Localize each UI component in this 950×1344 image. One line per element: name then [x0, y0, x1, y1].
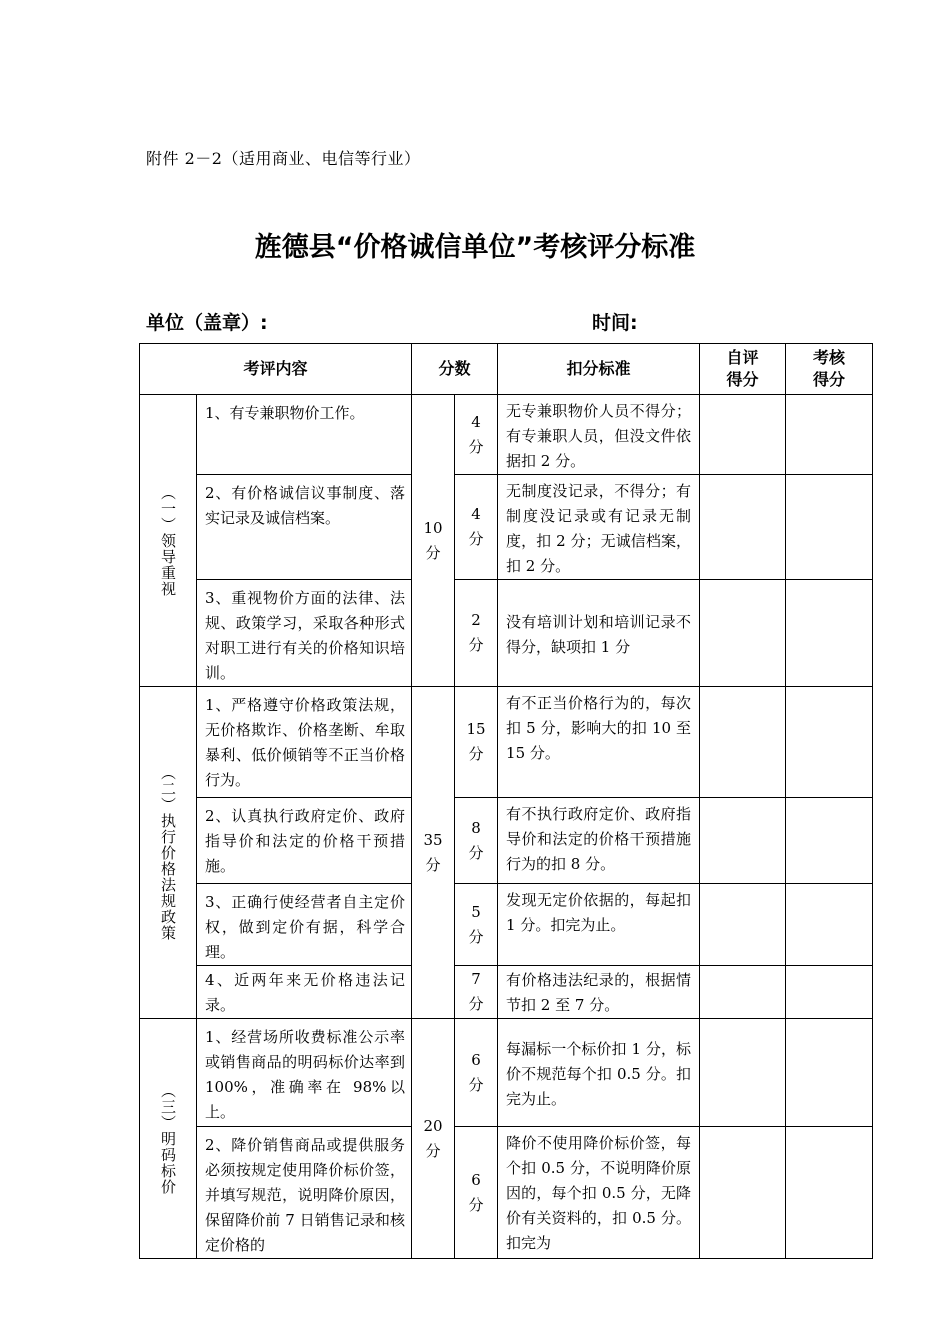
self-score-cell[interactable] — [700, 687, 786, 798]
table-row — [140, 1127, 873, 1259]
section-label: （一）领导重视 — [140, 395, 197, 687]
table-row — [140, 798, 873, 884]
content-cell: 4、近两年来无价格违法记录。 — [197, 966, 412, 1019]
points-cell: 4分 — [455, 395, 498, 475]
criteria-cell: 无制度没记录，不得分；有制度没记录或有记录无制度，扣 2 分；无诚信档案，扣 2 分。 — [498, 475, 700, 580]
points-cell: 6分 — [455, 1019, 498, 1127]
points-cell: 15分 — [455, 687, 498, 798]
col-review-score-header: 考核得分 — [786, 344, 873, 395]
col-points-header: 分数 — [412, 344, 498, 395]
content-cell: 1、有专兼职物价工作。 — [197, 395, 412, 475]
table-row — [140, 475, 873, 580]
section-total: 35分 — [412, 687, 455, 1019]
criteria-cell: 有不正当价格行为的，每次扣 5 分，影响大的扣 10 至 15 分。 — [498, 687, 700, 798]
content-cell: 3、正确行使经营者自主定价权，做到定价有据，科学合理。 — [197, 884, 412, 966]
self-score-cell[interactable] — [700, 1127, 786, 1259]
scoring-table — [139, 343, 873, 1259]
self-score-cell[interactable] — [700, 395, 786, 475]
content-cell: 1、严格遵守价格政策法规，无价格欺诈、价格垄断、牟取暴利、低价倾销等不正当价格行为。 — [197, 687, 412, 798]
review-score-cell[interactable] — [786, 1127, 873, 1259]
unit-stamp-label: 单位（盖章）: — [146, 312, 268, 334]
review-score-cell[interactable] — [786, 798, 873, 884]
points-cell: 4分 — [455, 475, 498, 580]
document-title: 旌德县“价格诚信单位”考核评分标准 — [254, 232, 696, 263]
table-row — [140, 580, 873, 687]
points-cell: 5分 — [455, 884, 498, 966]
criteria-cell: 有价格违法纪录的，根据情节扣 2 至 7 分。 — [498, 966, 700, 1019]
table-row — [140, 395, 873, 475]
attachment-label: 附件 2－2（适用商业、电信等行业） — [146, 149, 421, 168]
self-score-cell[interactable] — [700, 475, 786, 580]
table-row — [140, 687, 873, 798]
section-total: 20分 — [412, 1019, 455, 1259]
self-score-cell[interactable] — [700, 1019, 786, 1127]
points-cell: 2分 — [455, 580, 498, 687]
col-content-header: 考评内容 — [140, 344, 412, 395]
table-row — [140, 884, 873, 966]
content-cell: 2、降价销售商品或提供服务必须按规定使用降价标价签，并填写规范，说明降价原因，保留降价前 7 日销售记录和核定价格的 — [197, 1127, 412, 1259]
points-cell: 7分 — [455, 966, 498, 1019]
criteria-cell: 发现无定价依据的，每起扣 1 分。扣完为止。 — [498, 884, 700, 966]
review-score-cell[interactable] — [786, 966, 873, 1019]
section-label: （三）明码标价 — [140, 1019, 197, 1259]
section-label: （二）执行价格法规政策 — [140, 687, 197, 1019]
criteria-cell: 没有培训计划和培训记录不得分，缺项扣 1 分 — [498, 580, 700, 687]
time-label: 时间: — [592, 312, 638, 334]
table-header-row — [140, 344, 873, 395]
content-cell: 2、有价格诚信议事制度、落实记录及诚信档案。 — [197, 475, 412, 580]
col-self-score-header: 自评得分 — [700, 344, 786, 395]
section-total: 10分 — [412, 395, 455, 687]
review-score-cell[interactable] — [786, 395, 873, 475]
self-score-cell[interactable] — [700, 884, 786, 966]
table-row — [140, 966, 873, 1019]
points-cell: 6分 — [455, 1127, 498, 1259]
content-cell: 2、认真执行政府定价、政府指导价和法定的价格干预措施。 — [197, 798, 412, 884]
review-score-cell[interactable] — [786, 475, 873, 580]
criteria-cell: 有不执行政府定价、政府指导价和法定的价格干预措施行为的扣 8 分。 — [498, 798, 700, 884]
criteria-cell: 无专兼职物价人员不得分；有专兼职人员，但没文件依据扣 2 分。 — [498, 395, 700, 475]
self-score-cell[interactable] — [700, 580, 786, 687]
review-score-cell[interactable] — [786, 1019, 873, 1127]
review-score-cell[interactable] — [786, 884, 873, 966]
review-score-cell[interactable] — [786, 580, 873, 687]
table-row — [140, 1019, 873, 1127]
points-cell: 8分 — [455, 798, 498, 884]
criteria-cell: 降价不使用降价标价签，每个扣 0.5 分，不说明降价原因的，每个扣 0.5 分，无降价有关资料的，扣 0.5 分。扣完为 — [498, 1127, 700, 1259]
review-score-cell[interactable] — [786, 687, 873, 798]
criteria-cell: 每漏标一个标价扣 1 分，标价不规范每个扣 0.5 分。扣完为止。 — [498, 1019, 700, 1127]
self-score-cell[interactable] — [700, 966, 786, 1019]
self-score-cell[interactable] — [700, 798, 786, 884]
content-cell: 3、重视物价方面的法律、法规、政策学习，采取各种形式对职工进行有关的价格知识培训。 — [197, 580, 412, 687]
content-cell: 1、经营场所收费标准公示率或销售商品的明码标价达率到 100%，准确率在 98%以上。 — [197, 1019, 412, 1127]
col-criteria-header: 扣分标准 — [498, 344, 700, 395]
